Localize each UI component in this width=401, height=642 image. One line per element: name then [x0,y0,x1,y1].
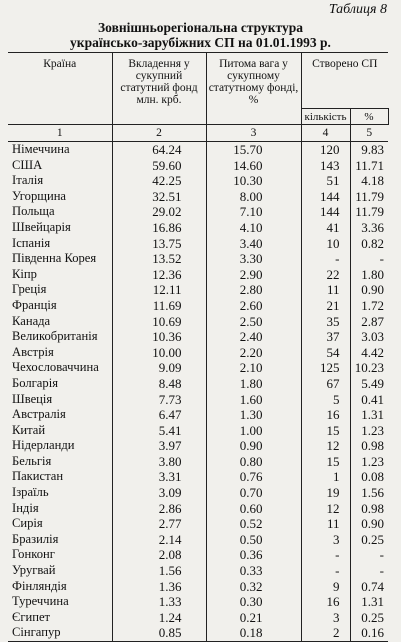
table-row [8,314,388,330]
count-cell: 3 [301,610,350,626]
investment-cell: 10.69 [112,314,206,330]
share-cell: 0.21 [206,610,301,626]
investment-cell: 5.41 [112,423,206,439]
percent-cell: - [350,251,388,267]
investment-cell: 16.86 [112,220,206,236]
share-cell: 0.18 [206,625,301,641]
count-cell: 144 [301,204,350,220]
country-cell: Уругвай [12,563,56,578]
country-cell: Фінляндія [12,578,67,593]
table-row [8,251,388,267]
table-number: Таблиця 8 [328,2,387,17]
table-row [8,625,388,641]
percent-cell: - [350,547,388,563]
table-title-line-1: Зовнішньорегіональна структура [98,20,303,35]
country-cell: Австрія [12,344,54,359]
count-cell: 9 [301,579,350,595]
table-row [8,345,388,361]
percent-cell: 1.56 [350,485,388,501]
country-cell: Чехословаччина [12,360,99,375]
table-row [8,423,388,439]
share-cell: 1.00 [206,423,301,439]
country-cell: Угорщина [12,188,67,203]
investment-cell: 2.77 [112,516,206,532]
investment-cell: 10.00 [112,345,206,361]
share-cell: 2.90 [206,267,301,283]
percent-cell: 11.79 [350,204,388,220]
table-row [8,547,388,563]
share-cell: 0.33 [206,563,301,579]
table-row [8,563,388,579]
country-cell: Індія [12,500,39,515]
column-number: 2 [112,125,206,142]
count-cell: 5 [301,392,350,408]
investment-cell: 3.09 [112,485,206,501]
count-cell: 143 [301,158,350,174]
percent-cell: 1.23 [350,454,388,470]
jv-structure-table [8,52,389,642]
percent-cell: 0.25 [350,610,388,626]
count-cell: 19 [301,485,350,501]
table-row [8,485,388,501]
percent-cell: 11.71 [350,158,388,174]
country-cell: Франція [12,297,57,312]
table-row [8,329,388,345]
table-row [8,142,388,158]
investment-cell: 1.36 [112,579,206,595]
column-number: 5 [350,125,388,142]
percent-cell: 0.16 [350,625,388,641]
count-cell: 120 [301,142,350,158]
investment-cell: 2.14 [112,532,206,548]
investment-cell: 6.47 [112,407,206,423]
share-cell: 2.10 [206,360,301,376]
count-cell: 16 [301,407,350,423]
table-title [0,20,401,50]
investment-cell: 3.31 [112,469,206,485]
header-count: кількість [301,109,350,125]
country-cell: Китай [12,422,46,437]
investment-cell: 1.24 [112,610,206,626]
share-cell: 14.60 [206,158,301,174]
table-row [8,594,388,610]
table-row [8,173,388,189]
share-cell: 2.20 [206,345,301,361]
table-row [8,158,388,174]
country-cell: Болгарія [12,375,58,390]
percent-cell: 1.23 [350,423,388,439]
investment-cell: 64.24 [112,142,206,158]
table-row [8,438,388,454]
column-number: 1 [8,125,112,142]
share-cell: 2.50 [206,314,301,330]
count-cell: 15 [301,454,350,470]
count-cell: 51 [301,173,350,189]
country-cell: Бразилія [12,531,59,546]
share-cell: 2.80 [206,282,301,298]
percent-cell: 5.49 [350,376,388,392]
count-cell: 12 [301,438,350,454]
share-cell: 3.40 [206,236,301,252]
country-cell: Сирія [12,516,43,531]
percent-cell: 0.98 [350,501,388,517]
table-row [8,282,388,298]
investment-cell: 13.52 [112,251,206,267]
investment-cell: 0.85 [112,625,206,641]
count-cell: 11 [301,516,350,532]
percent-cell: 3.36 [350,220,388,236]
share-cell: 0.36 [206,547,301,563]
country-cell: Італія [12,173,44,188]
table-row [8,610,388,626]
percent-cell: 1.31 [350,594,388,610]
table-title-line-2: українсько-зарубіжних СП на 01.01.1993 р. [70,35,331,50]
percent-cell: 1.31 [350,407,388,423]
header-country: Країна [8,53,112,125]
share-cell: 0.70 [206,485,301,501]
column-number: 4 [301,125,350,142]
percent-cell: 4.18 [350,173,388,189]
share-cell: 1.60 [206,392,301,408]
percent-cell: 11.79 [350,189,388,205]
country-cell: Південна Корея [12,251,97,266]
header-percent: % [350,109,388,125]
count-cell: - [301,547,350,563]
percent-cell: 2.87 [350,314,388,330]
share-cell: 0.52 [206,516,301,532]
share-cell: 0.60 [206,501,301,517]
country-cell: Австралія [12,407,66,422]
count-cell: 12 [301,501,350,517]
count-cell: - [301,251,350,267]
investment-cell: 9.09 [112,360,206,376]
investment-cell: 29.02 [112,204,206,220]
percent-cell: 0.90 [350,282,388,298]
investment-cell: 42.25 [112,173,206,189]
table-row [8,220,388,236]
investment-cell: 32.51 [112,189,206,205]
percent-cell: 0.90 [350,516,388,532]
count-cell: 125 [301,360,350,376]
country-cell: Туреччина [12,594,69,609]
count-cell: - [301,563,350,579]
percent-cell: - [350,563,388,579]
percent-cell: 4.42 [350,345,388,361]
table-row [8,236,388,252]
investment-cell: 11.69 [112,298,206,314]
country-cell: Канада [12,313,51,328]
header-created: Створено СП [301,53,388,109]
investment-cell: 3.80 [112,454,206,470]
table-row [8,267,388,283]
percent-cell: 9.83 [350,142,388,158]
table-body [8,142,388,642]
count-cell: 35 [301,314,350,330]
count-cell: 54 [301,345,350,361]
table-row [8,516,388,532]
count-cell: 10 [301,236,350,252]
count-cell: 11 [301,282,350,298]
share-cell: 2.40 [206,329,301,345]
investment-cell: 7.73 [112,392,206,408]
investment-cell: 12.36 [112,267,206,283]
investment-cell: 3.97 [112,438,206,454]
table-row [8,392,388,408]
table-row [8,298,388,314]
country-cell: Швеція [12,391,53,406]
table-row [8,501,388,517]
table-row [8,454,388,470]
country-cell: Ізраїль [12,485,49,500]
table-row [8,189,388,205]
percent-cell: 1.80 [350,267,388,283]
share-cell: 0.50 [206,532,301,548]
count-cell: 2 [301,625,350,641]
investment-cell: 1.56 [112,563,206,579]
investment-cell: 8.48 [112,376,206,392]
share-cell: 10.30 [206,173,301,189]
investment-cell: 1.33 [112,594,206,610]
share-cell: 15.70 [206,142,301,158]
country-cell: Кіпр [12,266,37,281]
table-row [8,204,388,220]
count-cell: 22 [301,267,350,283]
share-cell: 8.00 [206,189,301,205]
count-cell: 21 [301,298,350,314]
share-cell: 7.10 [206,204,301,220]
share-cell: 2.60 [206,298,301,314]
share-cell: 3.30 [206,251,301,267]
country-cell: Сінгапур [8,625,112,641]
share-cell: 1.30 [206,407,301,423]
investment-cell: 59.60 [112,158,206,174]
percent-cell: 0.98 [350,438,388,454]
share-cell: 0.32 [206,579,301,595]
country-cell: США [12,157,43,172]
country-cell: Польща [12,204,55,219]
table-row [8,469,388,485]
count-cell: 3 [301,532,350,548]
investment-cell: 2.08 [112,547,206,563]
investment-cell: 2.86 [112,501,206,517]
table-row [8,407,388,423]
investment-cell: 12.11 [112,282,206,298]
country-cell: Єгипет [12,609,51,624]
share-cell: 1.80 [206,376,301,392]
count-cell: 15 [301,423,350,439]
count-cell: 144 [301,189,350,205]
share-cell: 0.90 [206,438,301,454]
share-cell: 0.80 [206,454,301,470]
country-cell: Гонконг [12,547,55,562]
count-cell: 1 [301,469,350,485]
percent-cell: 0.08 [350,469,388,485]
percent-cell: 3.03 [350,329,388,345]
percent-cell: 0.82 [350,236,388,252]
country-cell: Швейцарія [12,219,71,234]
count-cell: 16 [301,594,350,610]
table-row [8,532,388,548]
country-cell: Греція [12,282,47,297]
share-cell: 0.76 [206,469,301,485]
country-cell: Пакистан [12,469,64,484]
percent-cell: 0.74 [350,579,388,595]
country-cell: Німеччина [12,142,70,156]
country-cell: Нідерланди [12,438,75,453]
header-share: Питома вага у сукупному статутному фонді, % [206,53,301,125]
count-cell: 41 [301,220,350,236]
country-cell: Бельгія [12,453,52,468]
percent-cell: 1.72 [350,298,388,314]
table-row [8,376,388,392]
share-cell: 0.30 [206,594,301,610]
country-cell: Великобританія [12,329,98,344]
percent-cell: 10.23 [350,360,388,376]
share-cell: 4.10 [206,220,301,236]
percent-cell: 0.41 [350,392,388,408]
percent-cell: 0.25 [350,532,388,548]
investment-cell: 13.75 [112,236,206,252]
table-row [8,360,388,376]
country-cell: Іспанія [12,235,51,250]
column-number: 3 [206,125,301,142]
investment-cell: 10.36 [112,329,206,345]
header-investment: Вкладення у сукупний статутний фонд млн. крб. [112,53,206,125]
count-cell: 37 [301,329,350,345]
count-cell: 67 [301,376,350,392]
